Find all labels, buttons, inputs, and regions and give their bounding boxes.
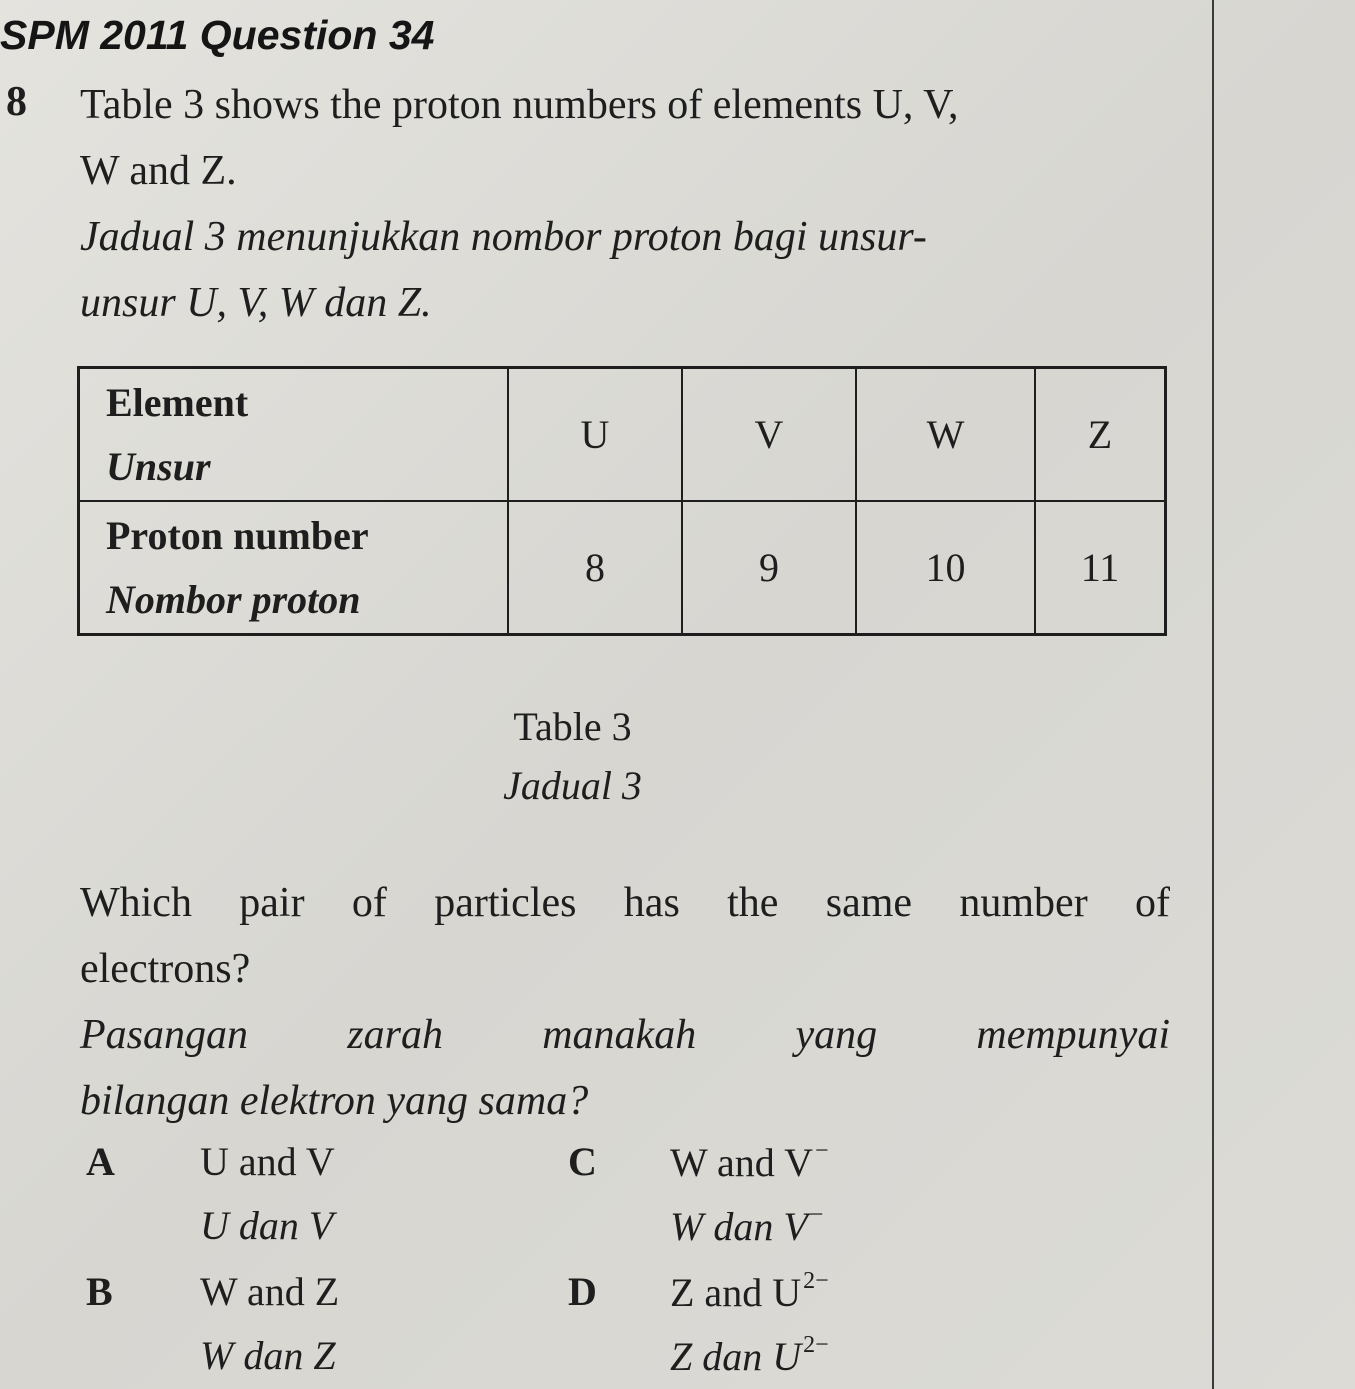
proton-number-table (77, 366, 1167, 636)
proton-number-cell: 9 (682, 501, 856, 635)
question-english-line-1: Which pair of particles has the same number of (80, 880, 1170, 926)
element-row (79, 368, 1166, 502)
margin-rule (1212, 0, 1214, 1389)
proton-number-cell: 8 (508, 501, 682, 635)
question-english-line-2: electrons? (80, 946, 251, 992)
option-d-letter[interactable]: D (568, 1269, 597, 1314)
element-cell: V (682, 368, 856, 502)
option-c-malay-text: W dan V (670, 1204, 808, 1249)
proton-row (79, 501, 1166, 635)
option-c-malay[interactable] (670, 1202, 823, 1250)
question-malay-line-2: bilangan elektron yang sama? (80, 1078, 589, 1124)
unsur-label: Unsur (106, 443, 211, 489)
option-c-malay-charge: − (809, 1202, 824, 1228)
intro-english-line-1: Table 3 shows the proton numbers of elements U, V, (80, 82, 959, 128)
element-row-header (79, 368, 509, 502)
proton-number-cell: 11 (1035, 501, 1166, 635)
option-a-letter[interactable]: A (86, 1139, 115, 1184)
option-c-english-text: W and V (670, 1140, 813, 1185)
page-header: SPM 2011 Question 34 (0, 12, 435, 58)
intro-malay-line-2: unsur U, V, W dan Z. (80, 280, 432, 326)
proton-row-header (79, 501, 509, 635)
table-caption-english: Table 3 (513, 704, 632, 749)
option-d-malay[interactable] (670, 1332, 829, 1380)
element-cell: U (508, 368, 682, 502)
option-c-english[interactable] (670, 1138, 829, 1186)
option-b-english[interactable]: W and Z (200, 1269, 340, 1314)
option-d-malay-charge: 2− (803, 1332, 829, 1358)
option-b-letter[interactable]: B (86, 1269, 113, 1314)
option-c-letter[interactable]: C (568, 1139, 597, 1184)
question-number: 8 (6, 79, 27, 125)
intro-malay-line-1: Jadual 3 menunjukkan nombor proton bagi unsur- (80, 214, 927, 260)
option-a-malay[interactable]: U dan V (200, 1203, 334, 1248)
table-caption-malay: Jadual 3 (503, 763, 642, 808)
element-cell: W (856, 368, 1035, 502)
option-c-charge: − (814, 1138, 829, 1164)
intro-english-line-2: W and Z. (80, 148, 237, 194)
option-b-malay[interactable]: W dan Z (200, 1333, 336, 1378)
proton-number-label: Proton number (106, 512, 369, 558)
proton-number-cell: 10 (856, 501, 1035, 635)
option-a-english[interactable]: U and V (200, 1139, 335, 1184)
element-cell: Z (1035, 368, 1166, 502)
option-d-malay-text: Z dan U (670, 1334, 802, 1379)
nombor-proton-label: Nombor proton (106, 576, 361, 622)
question-malay-line-1: Pasangan zarah manakah yang mempunyai (80, 1012, 1170, 1058)
option-d-english-text: Z and U (670, 1270, 802, 1315)
element-label: Element (106, 379, 249, 425)
option-d-english[interactable] (670, 1268, 829, 1316)
option-d-charge: 2− (803, 1268, 829, 1294)
